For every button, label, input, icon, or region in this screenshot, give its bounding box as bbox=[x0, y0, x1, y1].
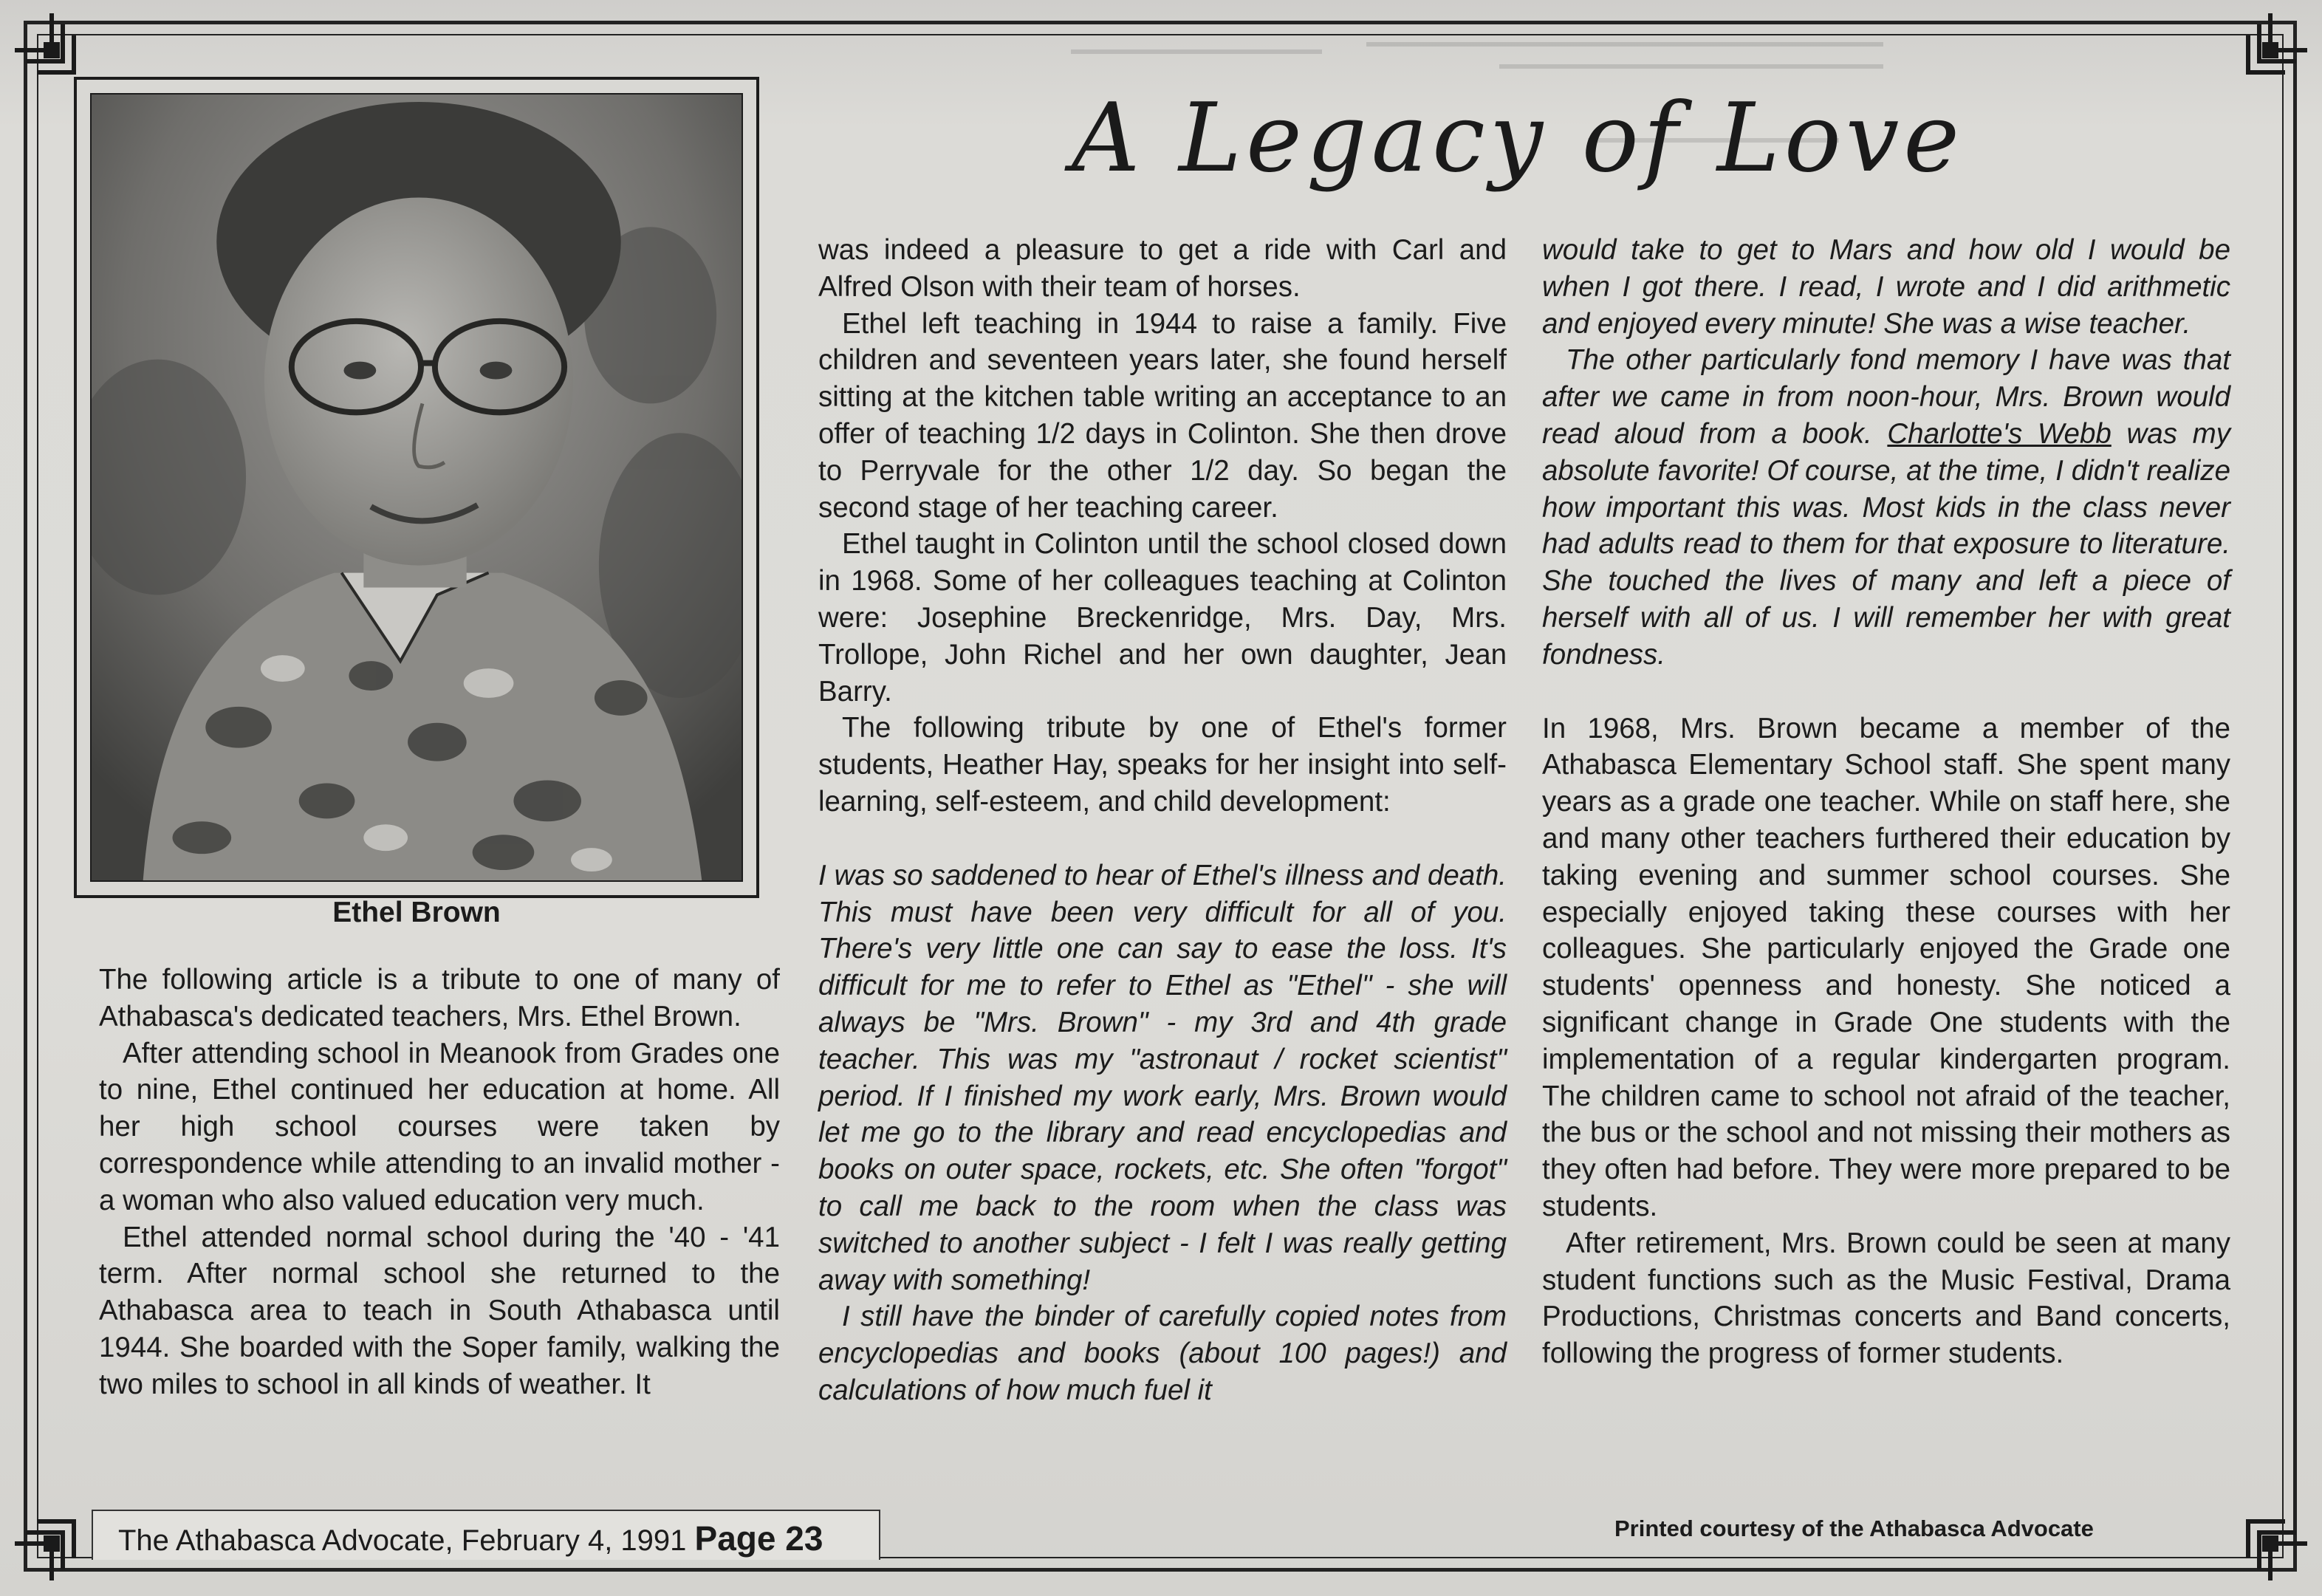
article-column-2 bbox=[818, 232, 1507, 1409]
footer-dateline bbox=[118, 1518, 823, 1558]
corner-ornament-bottom-left bbox=[7, 1507, 89, 1588]
paragraph: After attending school in Meanook from Grades one to nine, Ethel continued her education at home. All her high school courses were taken by correspondence while attending to an invalid mother - a woman who also valued education very much. bbox=[99, 1037, 780, 1216]
book-title: Charlotte's Webb bbox=[1887, 417, 2112, 450]
corner-ornament-bottom-right bbox=[2233, 1507, 2315, 1588]
tribute-quote-paragraph bbox=[1542, 342, 2230, 673]
tribute-quote-paragraph: I was so saddened to hear of Ethel's illness and death. This must have been very difficult for all of you. There's very little one can say to ease the loss. It's difficult for me to refer to Ethel as "Ethel" - she will always be "Mrs. Brown" - my 3rd and 4th grade teacher. This was my "astronaut / rocket scientist" period. If I finished my work early, Mrs. Brown would let me go to the library and read encyclopedias and books on outer space, rockets, etc. She often "forgot" to call me back to the room when the class was switched to another subject - I felt I was really getting away with something! bbox=[818, 859, 1507, 1296]
paragraph: After retirement, Mrs. Brown could be seen at many student functions such as the Music Festival, Drama Productions, Christmas concerts and Band concerts, following the progress of former students. bbox=[1542, 1227, 2230, 1370]
quote-text: was my absolute favorite! Of course, at the time, I didn't realize how important this was. Most kids in the class never had adults read to them for that exposure to literature. She touched the lives of many and left a piece of herself with all of us. I will remember her with great fondness. bbox=[1542, 417, 2230, 671]
portrait-photo-frame bbox=[74, 77, 759, 898]
print-credit: Printed courtesy of the Athabasca Advocate bbox=[1614, 1515, 2094, 1541]
corner-ornament-top-right bbox=[2233, 6, 2315, 87]
headline: A Legacy of Love bbox=[1071, 83, 1965, 193]
article-column-1 bbox=[99, 962, 780, 1403]
page-number: Page 23 bbox=[694, 1519, 823, 1558]
paragraph: Ethel left teaching in 1944 to raise a family. Five children and seventeen years later, she found herself sitting at the kitchen table writing an acceptance to an offer of teaching 1/2 days in Colinton. She then drove to Perryvale for the other 1/2 day. So began the second stage of her teaching career. bbox=[818, 307, 1507, 524]
publication-name: The Athabasca Advocate, bbox=[118, 1524, 453, 1557]
quote-text: The other particularly fond memory I have was that after we came in from noon-hour, Mrs. Brown would read aloud from a book. bbox=[1542, 344, 2230, 450]
paragraph: Ethel taught in Colinton until the school closed down in 1968. Some of her colleagues teaching at Colinton were: Josephine Breckenridge, Mrs. Day, Mrs. Trollope, John Richel and her own daughter, Jean Barry. bbox=[818, 528, 1507, 708]
article-column-3 bbox=[1542, 232, 2230, 1372]
paragraph: Ethel attended normal school during the '40 - '41 term. After normal school she returned to the Athabasca area to teach in South Athabasca until 1944. She boarded with the Soper family, walking the two miles to school in all kinds of weather. It bbox=[99, 1221, 780, 1400]
tribute-quote-paragraph: would take to get to Mars and how old I would be when I got there. I read, I wrote and I did arithmetic and enjoyed every minute! She was a wise teacher. bbox=[1542, 234, 2230, 340]
paragraph: The following tribute by one of Ethel's former students, Heather Hay, speaks for her insight into self-learning, self-esteem, and child development: bbox=[818, 712, 1507, 818]
paragraph: The following article is a tribute to one of many of Athabasca's dedicated teachers, Mrs. Ethel Brown. bbox=[99, 964, 780, 1032]
portrait-photo bbox=[90, 93, 743, 882]
photo-caption: Ethel Brown bbox=[332, 897, 501, 928]
publication-date: February 4, 1991 bbox=[461, 1524, 687, 1557]
paragraph: In 1968, Mrs. Brown became a member of the Athabasca Elementary School staff. She spent many years as a grade one teacher. While on staff here, she and many other teachers furthered their education by taking evening and summer school courses. She especially enjoyed taking these courses with her colleagues. She particularly enjoyed the Grade one students' openness and honesty. She noticed a significant change in Grade One students with the implementation of a regular kindergarten program. The children came to school not afraid of the teacher, the bus or the school and not missing their mothers as they often had before. They were more prepared to be students. bbox=[1542, 712, 2230, 1222]
tribute-quote-paragraph: I still have the binder of carefully copied notes from encyclopedias and books (about 100 pages!) and calculations of how much fuel it bbox=[818, 1301, 1507, 1406]
corner-ornament-top-left bbox=[7, 6, 89, 87]
paragraph: was indeed a pleasure to get a ride with Carl and Alfred Olson with their team of horses. bbox=[818, 234, 1507, 303]
